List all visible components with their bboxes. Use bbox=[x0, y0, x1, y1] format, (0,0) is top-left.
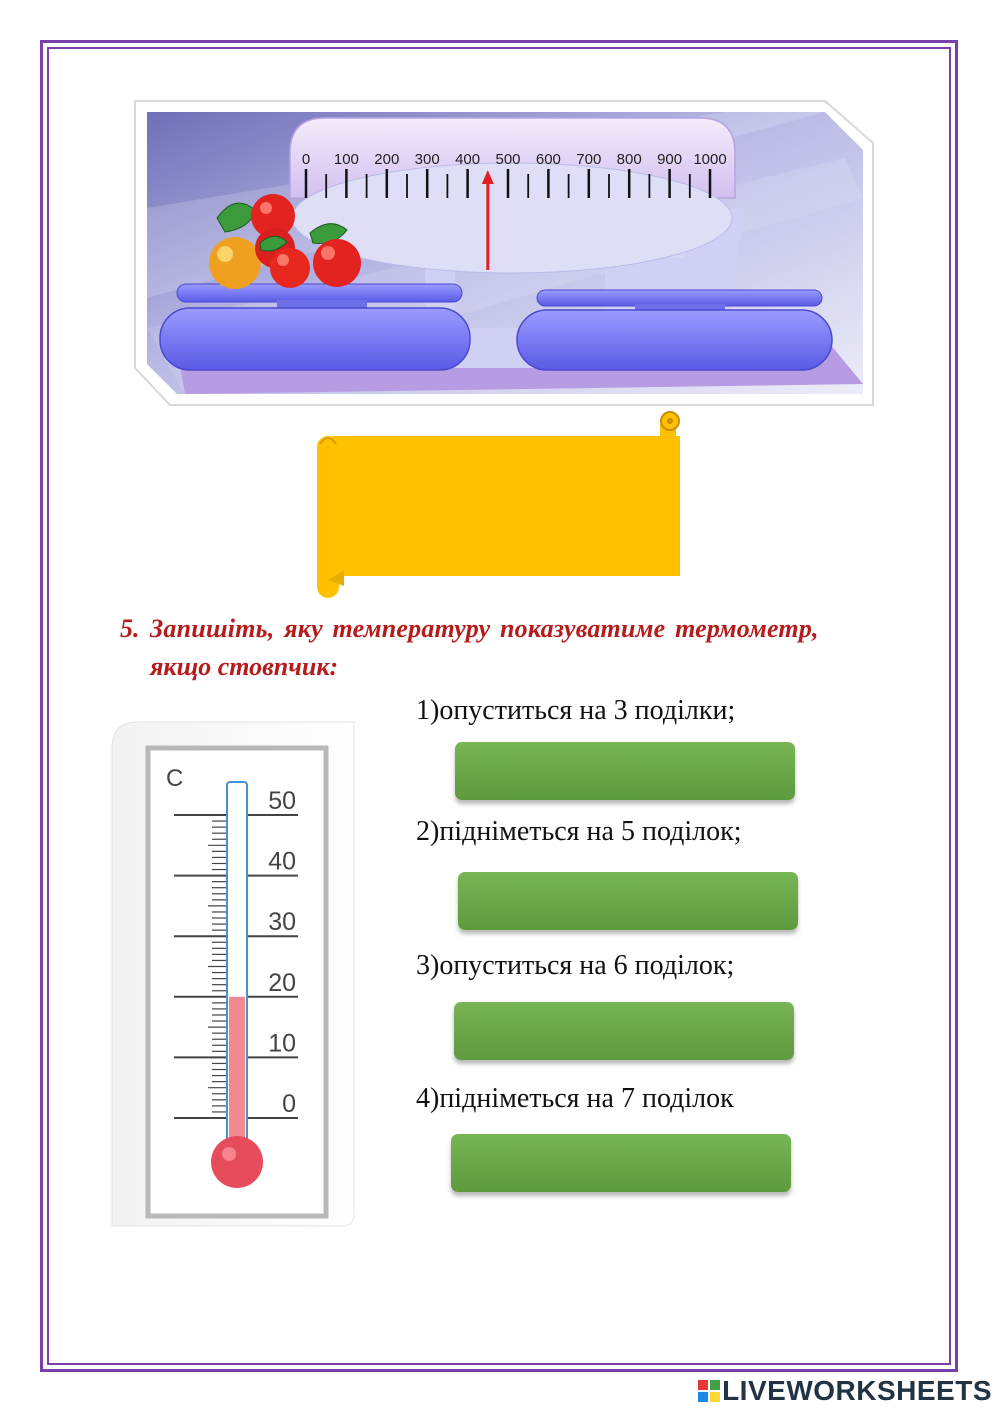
thermometer-illustration bbox=[108, 718, 368, 1230]
task-item-3-label: 3)опуститься на 6 поділок; bbox=[416, 950, 735, 981]
thermometer-label: 10 bbox=[268, 1029, 296, 1058]
thermometer-label: 50 bbox=[268, 787, 296, 815]
task-heading-line2: якщо стовпчик: bbox=[150, 652, 339, 681]
task-number: 5. bbox=[120, 614, 140, 643]
task-item-2-label: 2)підніметься на 5 поділок; bbox=[416, 816, 742, 847]
scale-label: 1000 bbox=[693, 151, 727, 168]
liveworksheets-logo bbox=[698, 1375, 992, 1407]
logo-text: LIVEWORKSHEETS bbox=[722, 1375, 992, 1406]
thermometer-label: 20 bbox=[268, 968, 296, 997]
task-heading-line1: Запишіть, яку температуру показуватиме термометр, bbox=[150, 614, 819, 643]
scale-label: 200 bbox=[374, 151, 400, 168]
task-item-4-label: 4)підніметься на 7 поділок bbox=[416, 1083, 734, 1114]
liveworksheets-logo-icon bbox=[698, 1380, 720, 1402]
thermometer-label: 30 bbox=[268, 908, 296, 937]
scale-label: 400 bbox=[455, 151, 481, 168]
scale-label: 100 bbox=[333, 151, 359, 168]
scale-label: 600 bbox=[535, 151, 561, 168]
answer-field-3[interactable] bbox=[454, 1002, 794, 1060]
task-item-1-label: 1)опуститься на 3 поділки; bbox=[416, 695, 736, 726]
scale-label: 500 bbox=[495, 151, 521, 168]
scale-label: 0 bbox=[301, 151, 311, 168]
scroll-answer-input[interactable] bbox=[345, 442, 669, 564]
answer-field-4[interactable] bbox=[451, 1134, 791, 1192]
answer-field-1[interactable] bbox=[455, 742, 795, 800]
scale-label: 700 bbox=[576, 151, 602, 168]
scale-label: 300 bbox=[414, 151, 440, 168]
thermometer-label: 40 bbox=[268, 847, 296, 876]
thermometer-label: 0 bbox=[282, 1090, 296, 1118]
thermometer-unit: C bbox=[166, 765, 184, 792]
scale-label: 900 bbox=[657, 151, 683, 168]
weighing-scale-illustration bbox=[125, 98, 885, 410]
scale-label: 800 bbox=[616, 151, 642, 168]
answer-field-2[interactable] bbox=[458, 872, 798, 930]
